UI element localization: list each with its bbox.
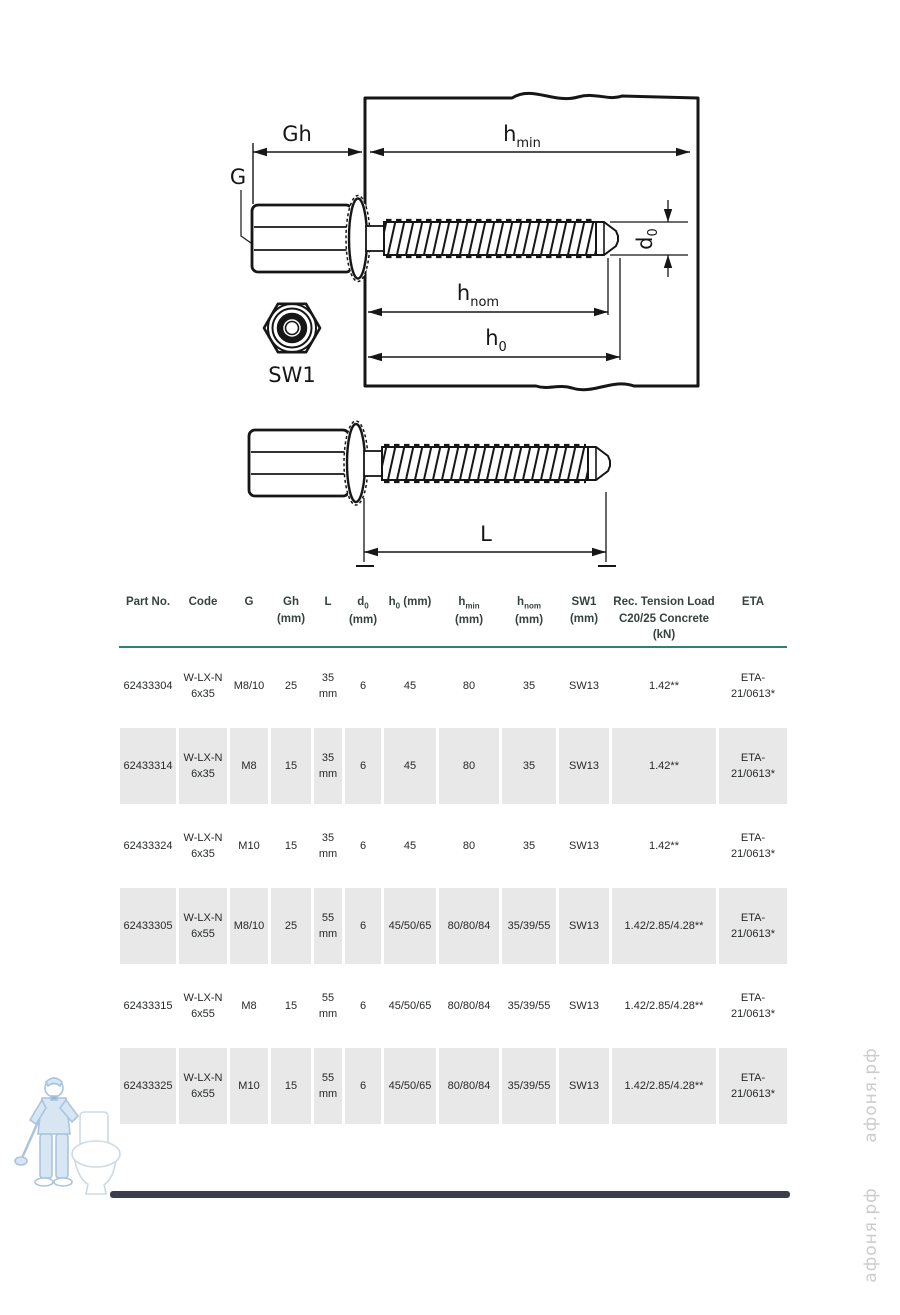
cell-l: 35 mm [318,671,338,701]
cell-code: W-LX-N 6x35 [179,728,227,804]
table-row [120,1048,787,1124]
cell-d0: 6 [345,728,381,804]
dim-label-gh: Gh [282,122,312,146]
table-row [120,808,787,884]
table-row [120,888,787,964]
cell-g: M8 [241,999,257,1012]
col-header: L [324,596,332,608]
cell-sw1: SW13 [559,1048,609,1124]
cell-hmin: 80 [462,839,476,852]
cell-h0: 45/50/65 [384,888,436,964]
bottom-bar [110,1191,790,1198]
dim-label-sw1: SW1 [268,363,316,387]
cell-eta: ETA-21/0613* [719,728,787,804]
cell-g: M10 [230,1048,268,1124]
cell-gh: 15 [271,1048,311,1124]
cell-eta: ETA-21/0613* [719,888,787,964]
cell-load: 1.42** [649,839,679,852]
cell-hnom: 35 [522,679,536,692]
cell-load: 1.42/2.85/4.28** [624,999,704,1012]
table-row [120,648,787,724]
site-watermark-text-2: афоня.рф [861,1187,881,1283]
cell-part: 62433324 [123,839,173,852]
cell-l: 55 mm [318,991,338,1021]
cell-load: 1.42/2.85/4.28** [612,1048,716,1124]
col-header: $h_{nom}$ (mm) [514,596,544,626]
table-row [120,728,787,804]
cell-load: 1.42** [649,679,679,692]
cell-sw1: SW13 [559,888,609,964]
cell-hmin: 80/80/84 [439,888,499,964]
table-body [120,648,787,1124]
dim-label-d0: $d_0$ [633,228,661,250]
cell-g: M10 [238,839,260,852]
cell-sw1: SW13 [559,728,609,804]
cell-code: W-LX-N 6x55 [179,1048,227,1124]
cell-hmin: 80/80/84 [439,1048,499,1124]
cell-part: 62433304 [123,679,173,692]
dim-label-h0: $h_0$ [485,326,507,355]
cell-d0: 6 [359,999,367,1012]
technical-drawing [0,0,900,580]
cell-l: 55 mm [314,888,342,964]
cell-code: W-LX-N 6x35 [183,831,223,861]
cell-d0: 6 [345,1048,381,1124]
cell-hnom: 35/39/55 [507,999,551,1012]
cell-g: M8/10 [230,888,268,964]
cell-h0: 45/50/65 [388,999,432,1012]
cell-d0: 6 [359,679,367,692]
cell-eta: ETA-21/0613* [730,671,776,701]
cell-gh: 15 [284,999,298,1012]
cell-sw1: SW13 [569,679,599,692]
cell-eta: ETA-21/0613* [730,991,776,1021]
cell-sw1: SW13 [569,999,599,1012]
cell-d0: 6 [345,888,381,964]
cell-code: W-LX-N 6x35 [183,671,223,701]
cell-load: 1.42/2.85/4.28** [612,888,716,964]
cell-l: 35 mm [314,728,342,804]
col-header: Rec. Tension Load C20/25 Concrete (kN) [613,596,715,642]
col-header: Gh (mm) [276,596,306,625]
dim-label-hmin: $h_{min}$ [503,122,541,151]
cell-h0: 45 [384,728,436,804]
cell-part: 62433315 [123,999,173,1012]
dim-label-g: G [229,165,247,189]
anchor-free [249,421,610,505]
col-header: ETA [741,596,765,608]
cell-hmin: 80 [462,679,476,692]
cell-gh: 15 [284,839,298,852]
dim-label-hnom: $h_{nom}$ [456,281,500,310]
spec-table [117,588,790,1128]
cell-code: W-LX-N 6x55 [179,888,227,964]
cell-h0: 45 [403,679,417,692]
cell-hmin: 80 [439,728,499,804]
table-head-row [120,592,787,644]
cell-hnom: 35/39/55 [502,888,556,964]
table-header-rule [119,646,787,648]
cell-gh: 15 [271,728,311,804]
cell-l: 35 mm [318,831,338,861]
cell-g: M8/10 [233,679,265,692]
col-header: Part No. [125,596,171,608]
cell-code: W-LX-N 6x55 [183,991,223,1021]
cell-hnom: 35/39/55 [502,1048,556,1124]
site-watermark-text: афоня.рф [861,1047,881,1143]
cell-eta: ETA-21/0613* [719,1048,787,1124]
cell-h0: 45 [403,839,417,852]
col-header: Code [188,596,218,608]
col-header: G [244,596,254,608]
cell-gh: 25 [284,679,298,692]
cell-g: M8 [230,728,268,804]
table-row [120,968,787,1044]
cell-hnom: 35 [502,728,556,804]
cell-eta: ETA-21/0613* [730,831,776,861]
col-header: SW1 (mm) [569,596,599,625]
dim-label-l: L [480,522,492,546]
cell-h0: 45/50/65 [384,1048,436,1124]
cell-gh: 25 [271,888,311,964]
col-header: $h_{min}$ (mm) [454,596,484,626]
cell-part: 62433325 [120,1048,176,1124]
cell-part: 62433305 [120,888,176,964]
g-leader-line [241,190,251,243]
sw1-end-view [264,304,320,352]
cell-hmin: 80/80/84 [447,999,491,1012]
col-header: $h_0$ (mm) [388,596,432,611]
plumber-watermark-illustration [8,1072,148,1197]
cell-sw1: SW13 [569,839,599,852]
cell-load: 1.42** [612,728,716,804]
cell-l: 55 mm [314,1048,342,1124]
cell-part: 62433314 [120,728,176,804]
cell-hnom: 35 [522,839,536,852]
cell-d0: 6 [359,839,367,852]
col-header: $d_0$ (mm) [348,596,378,626]
